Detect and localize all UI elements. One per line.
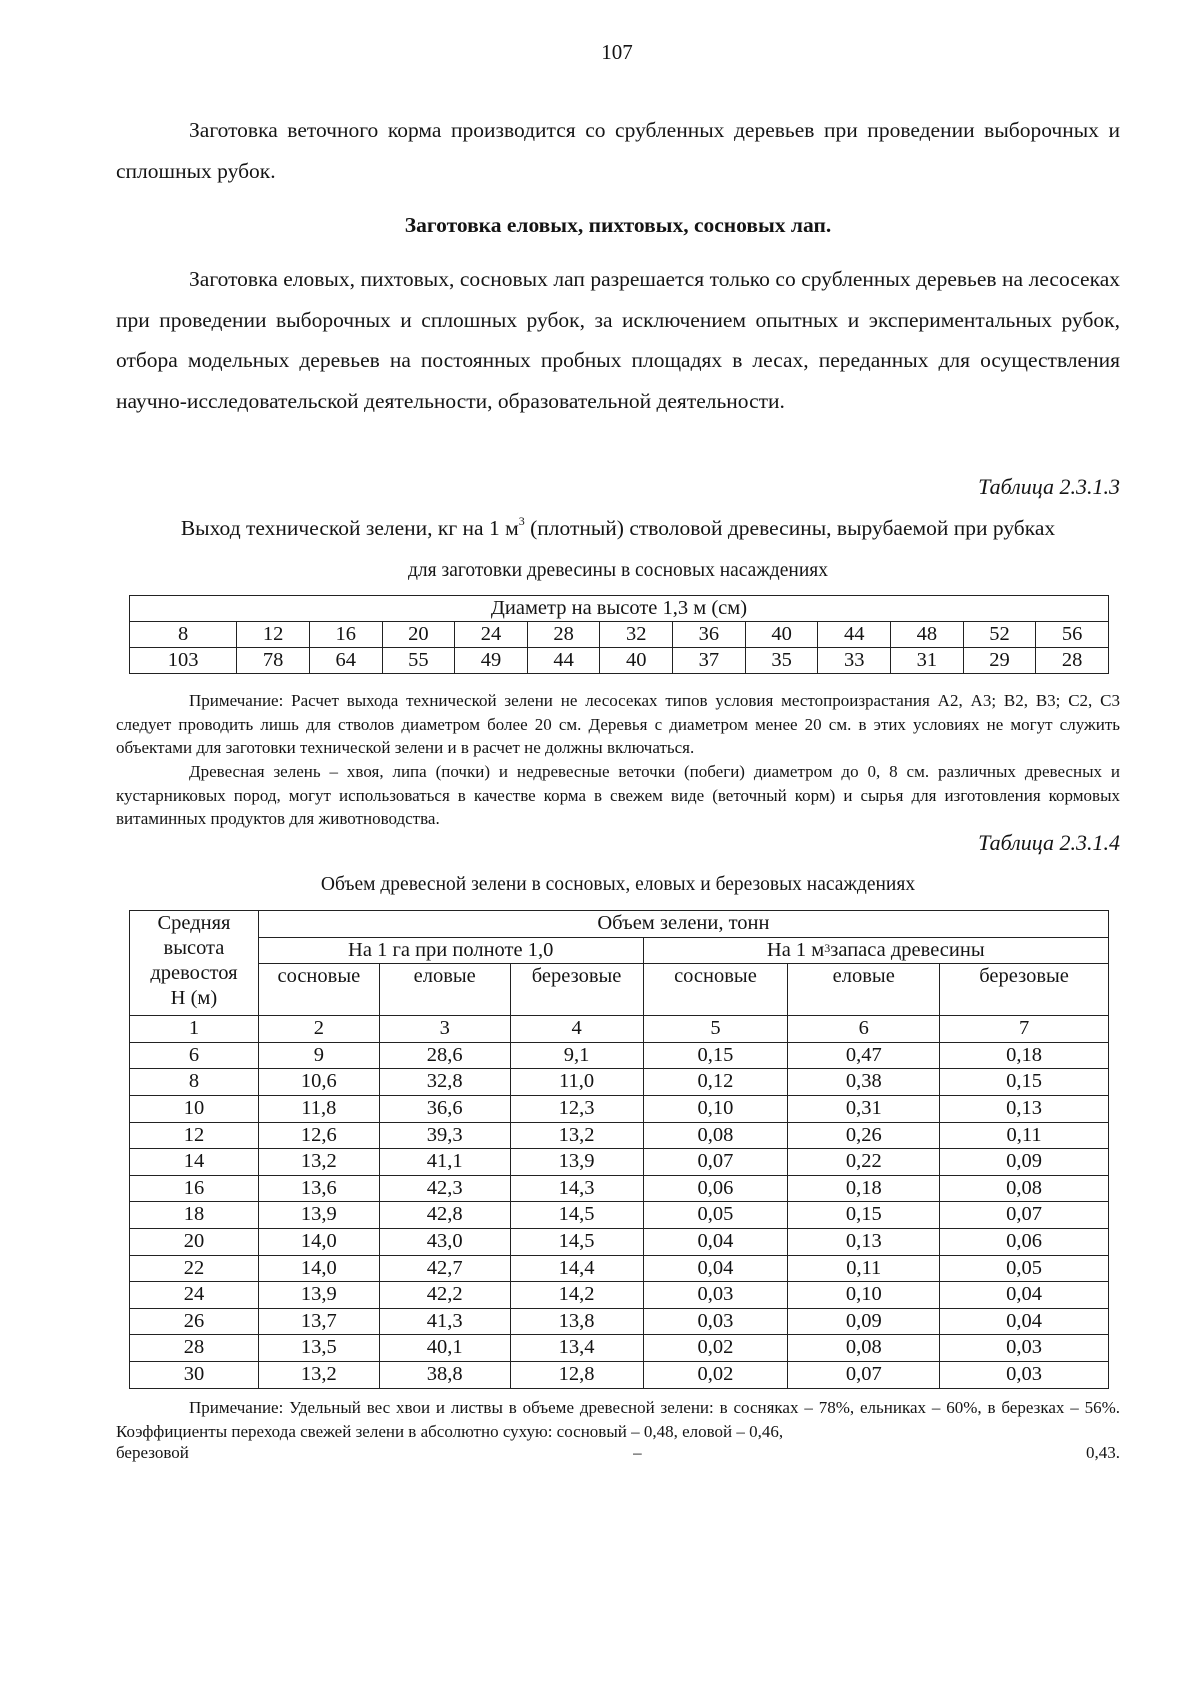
volume-cell: 14,5: [510, 1228, 643, 1255]
volume-cell: 13,5: [258, 1335, 379, 1362]
volume-cell: 11,0: [510, 1069, 643, 1096]
height-cell: 18: [130, 1202, 259, 1229]
species-header-cell: березовые: [510, 964, 643, 1016]
height-header-line: высота: [163, 937, 225, 959]
volume-cell: 0,03: [643, 1282, 788, 1309]
volume-cell: 0,26: [788, 1122, 940, 1149]
volume-cell: 13,9: [510, 1149, 643, 1176]
volume-cell: 0,04: [643, 1255, 788, 1282]
height-cell: 28: [130, 1335, 259, 1362]
paragraph-spruce-branches: Заготовка еловых, пихтовых, сосновых лап разрешается только со срубленных деревьев на лесосеках при проведении выборочных и сплошных рубок, за исключением опытных и экспериментальных рубок, отбора модельных деревьев на постоянных пробных площадях в лесах, переданных для осуществления научно-исследовательской деятельности, образовательной деятельности.: [116, 267, 1120, 413]
height-header: [130, 911, 259, 1016]
table-header-row: [130, 596, 1109, 622]
per-cubic-meter-superscript: 3: [824, 940, 831, 955]
diameter-cell: 48: [891, 622, 964, 648]
volume-cell: 0,15: [940, 1069, 1109, 1096]
diameter-cell: 56: [1036, 622, 1109, 648]
volume-cell: 0,08: [940, 1175, 1109, 1202]
height-cell: 14: [130, 1149, 259, 1176]
table-2-label: Таблица 2.3.1.4: [978, 830, 1120, 855]
volume-cell: 9,1: [510, 1042, 643, 1069]
table-row: [130, 1069, 1109, 1096]
volume-cell: 0,04: [940, 1308, 1109, 1335]
volume-cell: 14,0: [258, 1255, 379, 1282]
volume-cell: 0,05: [643, 1202, 788, 1229]
volume-cell: 14,4: [510, 1255, 643, 1282]
volume-cell: 0,13: [940, 1095, 1109, 1122]
volume-cell: 28,6: [379, 1042, 510, 1069]
volume-cell: 43,0: [379, 1228, 510, 1255]
page-number: 107: [601, 40, 633, 64]
volume-cell: 13,4: [510, 1335, 643, 1362]
volume-cell: 0,03: [643, 1308, 788, 1335]
table-row: [130, 1228, 1109, 1255]
volume-cell: 0,09: [788, 1308, 940, 1335]
note-1-paragraph-2: Древесная зелень – хвоя, липа (почки) и недревесные веточки (побеги) диаметром до 0, 8 см. различных древесных и кустарниковых пород, могут использоваться в качестве корма в свежем виде (веточный корм) и сырья для изготовления кормовых витаминных продуктов для животноводства.: [116, 762, 1120, 829]
volume-cell: 0,09: [940, 1149, 1109, 1176]
volume-cell: 42,8: [379, 1202, 510, 1229]
volume-cell: 0,08: [788, 1335, 940, 1362]
volume-cell: 0,38: [788, 1069, 940, 1096]
volume-cell: 0,18: [940, 1042, 1109, 1069]
output-value-cell: 28: [1036, 648, 1109, 674]
height-cell: 24: [130, 1282, 259, 1309]
per-hectare-header: На 1 га при полноте 1,0: [258, 937, 643, 964]
volume-cell: 13,9: [258, 1202, 379, 1229]
output-value-cell: 40: [600, 648, 673, 674]
volume-cell: 0,18: [788, 1175, 940, 1202]
diameter-cell: 44: [818, 622, 891, 648]
height-cell: 8: [130, 1069, 259, 1096]
note-2: Примечание: Удельный вес хвои и листвы в объеме древесной зелени: в сосняках – 78%, ельниках – 60%, в березках – 56%. Коэффициенты перехода свежей зелени в абсолютно сухую: сосновый – 0,48, еловой – 0,46,: [116, 1398, 1120, 1441]
diameter-cell: 52: [963, 622, 1036, 648]
diameter-cell: 8: [130, 622, 237, 648]
note-1-paragraph-1: Примечание: Расчет выхода технической зелени не лесосеках типов условия местопроизрастания А2, А3; В2, В3; С2, С3 следует проводить лишь для стволов диаметром более 20 см. Деревья с диаметром менее 20 см. в этих условиях не могут служить объектами для заготовки технической зелени и в расчет не должны включаться.: [116, 691, 1120, 758]
volume-cell: 0,07: [940, 1202, 1109, 1229]
output-value-cell: 33: [818, 648, 891, 674]
species-header-cell: сосновые: [258, 964, 379, 1016]
volume-cell: 12,6: [258, 1122, 379, 1149]
species-header-cell: еловые: [788, 964, 940, 1016]
species-header-cell: еловые: [379, 964, 510, 1016]
height-cell: 10: [130, 1095, 259, 1122]
table-row: [130, 1255, 1109, 1282]
volume-cell: 0,10: [788, 1282, 940, 1309]
volume-cell: 0,22: [788, 1149, 940, 1176]
volume-cell: 0,07: [788, 1361, 940, 1388]
volume-cell: 13,2: [258, 1149, 379, 1176]
volume-cell: 13,2: [258, 1361, 379, 1388]
output-value-cell: 64: [309, 648, 382, 674]
volume-cell: 0,10: [643, 1095, 788, 1122]
volume-cell: 13,8: [510, 1308, 643, 1335]
height-header-line: Средняя: [157, 912, 231, 934]
table-row: [130, 1122, 1109, 1149]
output-value-cell: 37: [673, 648, 746, 674]
volume-cell: 0,06: [643, 1175, 788, 1202]
volume-cell: 0,03: [940, 1361, 1109, 1388]
diameter-header: Диаметр на высоте 1,3 м (см): [130, 596, 1109, 622]
species-header-row: [130, 964, 1109, 1016]
diameter-cell: 36: [673, 622, 746, 648]
volume-cell: 0,06: [940, 1228, 1109, 1255]
volume-cell: 36,6: [379, 1095, 510, 1122]
volume-cell: 14,2: [510, 1282, 643, 1309]
volume-cell: 14,3: [510, 1175, 643, 1202]
caption-superscript: 3: [518, 514, 525, 528]
table-row: [130, 1095, 1109, 1122]
volume-cell: 0,31: [788, 1095, 940, 1122]
volume-cell: 12,3: [510, 1095, 643, 1122]
volume-cell: 0,03: [940, 1335, 1109, 1362]
height-cell: 20: [130, 1228, 259, 1255]
volume-cell: 10,6: [258, 1069, 379, 1096]
table-row: [130, 1149, 1109, 1176]
note-2-last-left: березовой: [116, 1443, 189, 1462]
volume-cell: 0,05: [940, 1255, 1109, 1282]
volume-cell: 13,7: [258, 1308, 379, 1335]
volume-cell: 14,0: [258, 1228, 379, 1255]
height-cell: 30: [130, 1361, 259, 1388]
table-row: [130, 1282, 1109, 1309]
green-volume-table: [129, 910, 1109, 1389]
volume-cell: 0,47: [788, 1042, 940, 1069]
table-1-caption: [110, 516, 1126, 541]
column-number-cell: 5: [643, 1016, 788, 1043]
caption-text-suffix: (плотный) стволовой древесины, вырубаемой при рубках: [524, 516, 1056, 540]
output-value-cell: 31: [891, 648, 964, 674]
volume-cell: 42,7: [379, 1255, 510, 1282]
volume-cell: 39,3: [379, 1122, 510, 1149]
table-row: [130, 1175, 1109, 1202]
output-value-cell: 103: [130, 648, 237, 674]
height-cell: 26: [130, 1308, 259, 1335]
volume-cell: 0,02: [643, 1361, 788, 1388]
volume-cell: 11,8: [258, 1095, 379, 1122]
volume-cell: 40,1: [379, 1335, 510, 1362]
height-cell: 22: [130, 1255, 259, 1282]
height-cell: 16: [130, 1175, 259, 1202]
per-cubic-meter-text: На 1 м: [766, 938, 825, 961]
volume-cell: 0,13: [788, 1228, 940, 1255]
diameter-cell: 12: [237, 622, 310, 648]
output-value-cell: 78: [237, 648, 310, 674]
per-cubic-meter-suffix: запаса древесины: [830, 938, 985, 961]
volume-cell: 13,9: [258, 1282, 379, 1309]
volume-cell: 13,2: [510, 1122, 643, 1149]
diameter-cell: 20: [382, 622, 455, 648]
table-2-caption: Объем древесной зелени в сосновых, еловых и березовых насаждениях: [320, 874, 916, 895]
volume-cell: 41,3: [379, 1308, 510, 1335]
output-value-cell: 29: [963, 648, 1036, 674]
column-number-cell: 3: [379, 1016, 510, 1043]
table-row: [130, 1308, 1109, 1335]
column-number-cell: 2: [258, 1016, 379, 1043]
volume-cell: 0,04: [940, 1282, 1109, 1309]
species-header-cell: березовые: [940, 964, 1109, 1016]
table-row: [130, 1335, 1109, 1362]
note-2-last-mid: –: [633, 1443, 642, 1462]
column-number-cell: 4: [510, 1016, 643, 1043]
height-header-line: древостоя: [150, 962, 238, 984]
caption-text: Выход технической зелени, кг на 1 м: [180, 516, 519, 540]
volume-cell: 12,8: [510, 1361, 643, 1388]
volume-cell: 0,02: [643, 1335, 788, 1362]
volume-cell: 14,5: [510, 1202, 643, 1229]
table-row: [130, 1361, 1109, 1388]
volume-cell: 0,11: [940, 1122, 1109, 1149]
output-value-cell: 44: [527, 648, 600, 674]
header-row-1: [130, 911, 1109, 938]
volume-group-header: Объем зелени, тонн: [258, 911, 1108, 938]
volume-cell: 38,8: [379, 1361, 510, 1388]
diameter-cell: 32: [600, 622, 673, 648]
diameter-cell: 40: [745, 622, 818, 648]
diameter-cell: 16: [309, 622, 382, 648]
volume-cell: 41,1: [379, 1149, 510, 1176]
paragraph-branch-feed: Заготовка веточного корма производится со срубленных деревьев при проведении выборочных и сплошных рубок.: [116, 118, 1120, 183]
table-1-caption-line-2: для заготовки древесины в сосновых насаждениях: [408, 560, 828, 581]
species-header-cell: сосновые: [643, 964, 788, 1016]
technical-greens-table: [129, 595, 1109, 674]
output-value-cell: 55: [382, 648, 455, 674]
column-number-cell: 6: [788, 1016, 940, 1043]
height-cell: 12: [130, 1122, 259, 1149]
note-2-last-line: [116, 1443, 1120, 1463]
diameter-cell: 24: [455, 622, 528, 648]
volume-cell: 42,2: [379, 1282, 510, 1309]
height-cell: 6: [130, 1042, 259, 1069]
header-row-2: [130, 937, 1109, 964]
table-body: [130, 1042, 1109, 1388]
column-number-cell: 7: [940, 1016, 1109, 1043]
volume-cell: 0,11: [788, 1255, 940, 1282]
height-header-line: Н (м): [170, 987, 218, 1009]
output-value-cell: 35: [745, 648, 818, 674]
volume-cell: 32,8: [379, 1069, 510, 1096]
volume-cell: 0,04: [643, 1228, 788, 1255]
volume-cell: 0,12: [643, 1069, 788, 1096]
table-1-label: Таблица 2.3.1.3: [978, 474, 1120, 499]
note-2-last-right: 0,43.: [1085, 1443, 1120, 1462]
table-row: [130, 1042, 1109, 1069]
volume-cell: 13,6: [258, 1175, 379, 1202]
column-number-cell: 1: [130, 1016, 259, 1043]
volume-cell: 42,3: [379, 1175, 510, 1202]
per-cubic-meter-header: [643, 937, 1108, 964]
volume-cell: 9: [258, 1042, 379, 1069]
volume-cell: 0,07: [643, 1149, 788, 1176]
volume-cell: 0,15: [643, 1042, 788, 1069]
values-row: [130, 648, 1109, 674]
column-number-row: [130, 1016, 1109, 1043]
section-heading: Заготовка еловых, пихтовых, сосновых лап.: [404, 213, 832, 237]
volume-cell: 0,08: [643, 1122, 788, 1149]
diameter-cell: 28: [527, 622, 600, 648]
output-value-cell: 49: [455, 648, 528, 674]
table-row: [130, 1202, 1109, 1229]
volume-cell: 0,15: [788, 1202, 940, 1229]
diameter-row: [130, 622, 1109, 648]
